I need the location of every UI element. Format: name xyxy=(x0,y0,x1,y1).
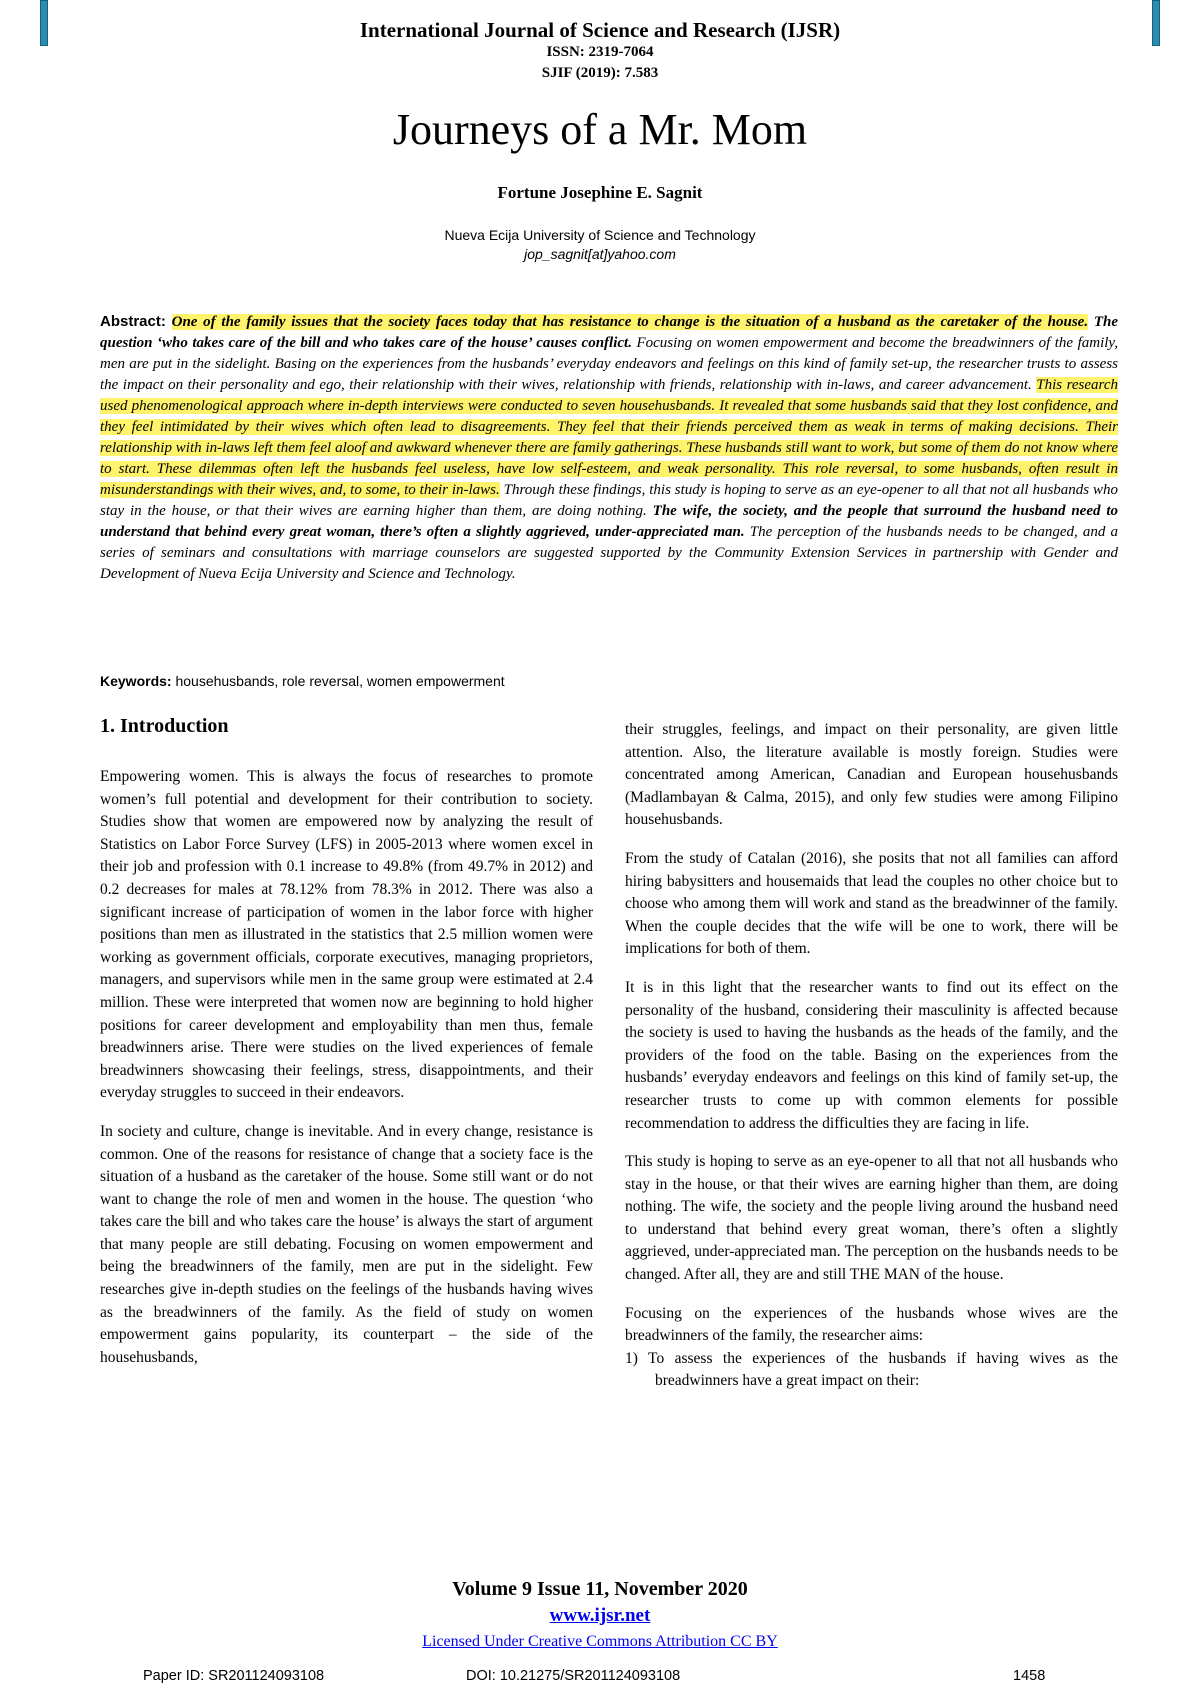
intro-paragraph-6: This study is hoping to serve as an eye-opener to all that not all husbands who stay in the house, or that their wives are earning higher than them, are doing nothing. The wife, the society and the people living around the husband need to understand that behind every great woman, there’s often a slightly aggrieved, under-appreciated man. The perception on the husbands needs to be changed. After all, they are and still THE MAN of the house. xyxy=(625,1153,1118,1284)
page-number: 1458 xyxy=(1013,1668,1046,1684)
intro-paragraph-3: their struggles, feelings, and impact on their personality, are given little attention. Also, the literature available is mostly foreign. Studies were concentrated among American, Canadian and European househusbands (Madlambayan & Calma, 2015), and only few studies were among Filipino househusbands. xyxy=(625,721,1118,829)
intro-paragraph-7: Focusing on the experiences of the husbands whose wives are the breadwinners of the family, the researcher aims: xyxy=(625,1304,1118,1345)
intro-paragraph-1: Empowering women. This is always the focus of researches to promote women’s full potential and development for their contribution to society. Studies show that women are empowered now by analyzing the result of Statistics on Labor Force Survey (LFS) in 2005-2013 where women excel in their job and profession with 0.1 increase to 49.8% (from 49.7% in 2012) and 0.2 decreases for males at 78.12% from 78.3% in 2012. There was also a significant increase of participation of women in the labor force with higher positions than men as illustrated in the statistics that 2.5 million women were working as government officials, corporate executives, managing proprietors, managers, and supervisors while men in the same group were estimated at 2.4 million. These were interpreted that women now are beginning to hold higher positions for career development and employability than men thus, female breadwinners arise. There were studies on the lived experiences of female breadwinners showcasing their feelings, stress, disappointments, and their everyday struggles to succeed in their endeavors. xyxy=(100,768,593,1102)
doi: DOI: 10.21275/SR201124093108 xyxy=(466,1668,681,1684)
aims-list xyxy=(625,1348,1118,1393)
sjif: SJIF (2019): 7.583 xyxy=(541,65,659,81)
abstract-sentence-2: The question ‘who takes care of the bill and who takes care of the house’ causes conflict. xyxy=(100,314,1119,351)
aim-item-1: 1) To assess the experiences of the husbands if having wives as the breadwinners have a great impact on their: xyxy=(625,1349,1118,1390)
abstract-label: Abstract: xyxy=(100,313,166,330)
author-name: Fortune Josephine E. Sagnit xyxy=(497,183,703,202)
journal-header xyxy=(0,18,1200,84)
paper-title: Journeys of a Mr. Mom xyxy=(392,105,808,154)
issn: ISSN: 2319-7064 xyxy=(546,44,654,60)
abstract-sentence-6: The wife, the society, and the people that surround the husband need to understand that behind every great woman, there’s often a slightly aggrieved, under-appreciated man. xyxy=(100,503,1119,540)
author-email: jop_sagnit[at]yahoo.com xyxy=(524,246,676,262)
affiliation-block xyxy=(0,226,1200,264)
intro-paragraph-2: In society and culture, change is inevitable. And in every change, resistance is common. One of the reasons for resistance of change that a society face is the situation of a husband as the caretaker of the house. Some still want or do not want to change the role of men and women in the house. The question ‘who takes care the bill and who takes care the house’ is always the start of argument that many people are still debating. Focusing on women empowerment and being the breadwinners of the family, men are put in the sidelight. Few researches give in-depth studies on the feelings of the husbands having wives as the breadwinners of the family. As the field of study on women empowerment gains popularity, its counterpart – the side of the househusbands, xyxy=(100,1122,593,1366)
abstract-highlight-1: One of the family issues that the society faces today that has resistance to change is the situation of a husband as the caretaker of the house. xyxy=(171,314,1089,330)
right-column xyxy=(625,719,1118,1393)
intro-paragraph-4: From the study of Catalan (2016), she posits that not all families can afford hiring babysitters and housemaids that lead the couples no other choice but to choose who among them will work and stand as the breadwinner of the family. When the couple decides that the wife will be one to work, there will be implications for both of them. xyxy=(625,849,1118,958)
volume-issue: Volume 9 Issue 11, November 2020 xyxy=(452,1578,748,1600)
paper-id: Paper ID: SR201124093108 xyxy=(143,1668,325,1684)
abstract-sentence-3: Focusing on women empowerment and become the breadwinners of the family, men are put in the sidelight. Basing on the experiences from the husbands’ everyday endeavors and feelings on this kind of family set-up, the researcher trusts to assess the impact on their personality and ego, their relationship with their wives, relationship with friends, relationship with in-laws, and career advancement. xyxy=(100,335,1119,393)
keywords-label: Keywords: xyxy=(100,673,172,689)
abstract-sentence-5: Through these findings, this study is hoping to serve as an eye-opener to all that not all husbands who stay in the house, or that their wives are earning higher than them, are doing nothing. xyxy=(100,482,1118,519)
left-column xyxy=(100,766,593,1385)
license-link[interactable]: Licensed Under Creative Commons Attribution CC BY xyxy=(422,1633,778,1650)
affiliation: Nueva Ecija University of Science and Technology xyxy=(444,227,756,243)
abstract-sentence-7: The perception of the husbands needs to be changed, and a series of seminars and consultations with marriage counselors are suggested supported by the Community Extension Services in partnership with Gender and Development of Nueva Ecija University and Science and Technology. xyxy=(100,524,1118,582)
keywords xyxy=(100,673,1118,689)
intro-paragraph-5: It is in this light that the researcher wants to find out its effect on the personality of the husband, considering their masculinity is affected because the society is used to having the husbands as the heads of the family, and the providers of the food on the table. Basing on the experiences from the husbands’ everyday endeavors and feelings on this kind of family set-up, the researcher trusts to come up with common elements for possible recommendation to address the difficulties they are facing in life. xyxy=(625,978,1118,1132)
page-footer xyxy=(0,1576,1200,1654)
abstract-highlight-2: This research used phenomenological approach where in-depth interviews were conducted to seven househusbands. It revealed that some husbands said that they lost confidence, and they feel intimidated by their wives which often lead to disagreements. They feel that their friends perceived them as weak in terms of making decisions. Their relationship with in-laws left them feel aloof and awkward whenever there are family gatherings. These husbands still want to work, but some of them do not know where to start. These dilemmas often left the husbands feel useless, have low self-esteem, and weak personality. This role reversal, to some husbands, often result in misunderstandings with their wives, and, to some, to their in-laws. xyxy=(100,377,1118,498)
abstract xyxy=(100,311,1118,585)
journal-name: International Journal of Science and Research (IJSR) xyxy=(359,18,841,42)
keywords-text: househusbands, role reversal, women empowerment xyxy=(175,673,505,689)
journal-website-link[interactable]: www.ijsr.net xyxy=(549,1605,651,1626)
section-heading-introduction: 1. Introduction xyxy=(100,715,229,737)
